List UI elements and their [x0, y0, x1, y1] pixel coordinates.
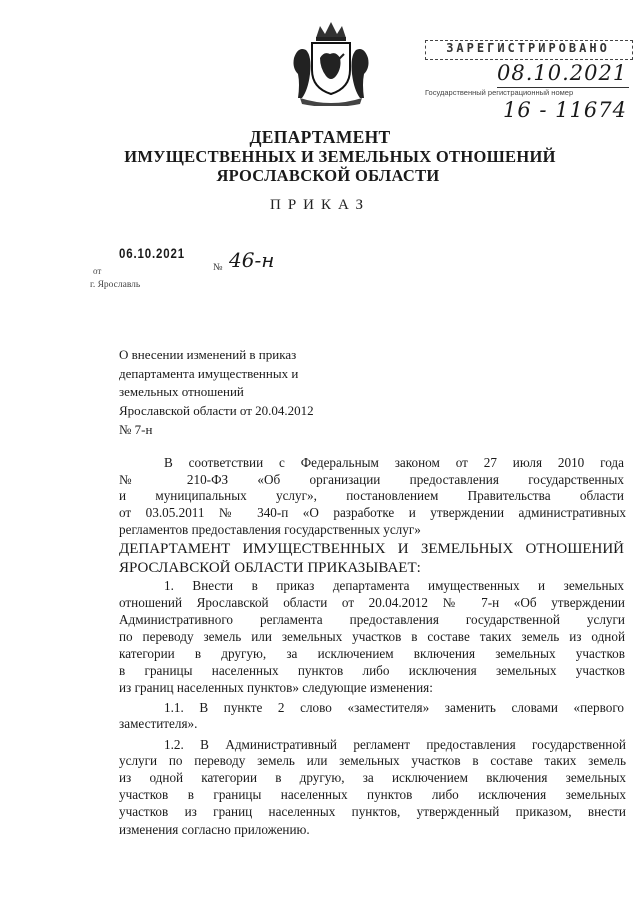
body-line: от 03.05.2011 № 340-п «О разработке и утверждении административных [119, 505, 626, 520]
body-line: по переводу земель или земельных участков в составе таких земель из одной [119, 629, 625, 644]
body-line: участков в границы населенных пунктов либо исключения земельных [119, 787, 626, 802]
stamp-date: 08.10.2021 [497, 61, 628, 85]
body-line: регламентов предоставления государственных услуг» [119, 522, 421, 537]
body-line: услуги по переводу земель или земельных участков в составе таких земель [119, 753, 626, 768]
from-label: от [93, 266, 102, 276]
order-subject [119, 346, 379, 440]
number-label: № [213, 262, 223, 273]
subject-line: О внесении изменений в приказ [119, 347, 297, 362]
stamp-registration-number: 16 - 11674 [503, 98, 627, 122]
body-line: категории в другую, за исключением включения земельных участков [119, 646, 625, 661]
order-date: 06.10.2021 [119, 246, 185, 261]
body-line: и муниципальных услуг», постановлением Правительства области [119, 488, 624, 503]
body-line: 1. Внести в приказ департамента имущественных и земельных [164, 578, 624, 593]
body-line: Административного регламента предоставления государственной услуги [119, 612, 625, 627]
subject-line: земельных отношений [119, 384, 244, 400]
body-line: ДЕПАРТАМЕНТ ИМУЩЕСТВЕННЫХ И ЗЕМЕЛЬНЫХ ОТНОШЕНИЙ [119, 541, 624, 557]
body-line: отношений Ярославской области от 20.04.2012 № 7-н «Об утверждении [119, 595, 625, 610]
city-label: г. Ярославль [90, 280, 141, 290]
coat-of-arms-emblem [290, 18, 372, 106]
subject-line: № 7-н [119, 421, 153, 437]
department-title-line-1: ДЕПАРТАМЕНТ [249, 127, 391, 147]
body-line: из границ населенных пунктов» следующие изменения: [119, 680, 433, 695]
registration-stamp [425, 40, 633, 128]
order-title: ПРИКАЗ [270, 197, 370, 213]
body-line: участков из границ населенных пунктов, утвержденный приказом, внести [119, 804, 626, 819]
body-line: 1.1. В пункте 2 слово «заместителя» заменить словами «первого [164, 700, 624, 715]
body-line: из одной категории в другую, за исключением включения земельных [119, 770, 626, 785]
department-title-line-2: ИМУЩЕСТВЕННЫХ И ЗЕМЕЛЬНЫХ ОТНОШЕНИЙ [124, 147, 556, 166]
subject-line: департамента имущественных и [119, 365, 299, 381]
body-line: изменения согласно приложению. [119, 822, 310, 837]
stamp-title: ЗАРЕГИСТРИРОВАНО [446, 41, 610, 55]
body-line: в границы населенных пунктов либо исключения земельных участков [119, 663, 625, 678]
body-line: заместителя». [119, 716, 198, 731]
body-line: ЯРОСЛАВСКОЙ ОБЛАСТИ ПРИКАЗЫВАЕТ: [119, 560, 421, 576]
body-line: В соответствии с Федеральным законом от 27 июля 2010 года [164, 455, 624, 470]
body-line: 1.2. В Административный регламент предоставления государственной [164, 737, 626, 752]
order-number: 46-н [229, 248, 275, 272]
department-title-line-3: ЯРОСЛАВСКОЙ ОБЛАСТИ [216, 166, 440, 185]
stamp-caption: Государственный регистрационный номер [425, 88, 574, 97]
subject-line: Ярославской области от 20.04.2012 [119, 403, 314, 419]
body-line: № 210-ФЗ «Об организации предоставления государственных [119, 472, 624, 487]
